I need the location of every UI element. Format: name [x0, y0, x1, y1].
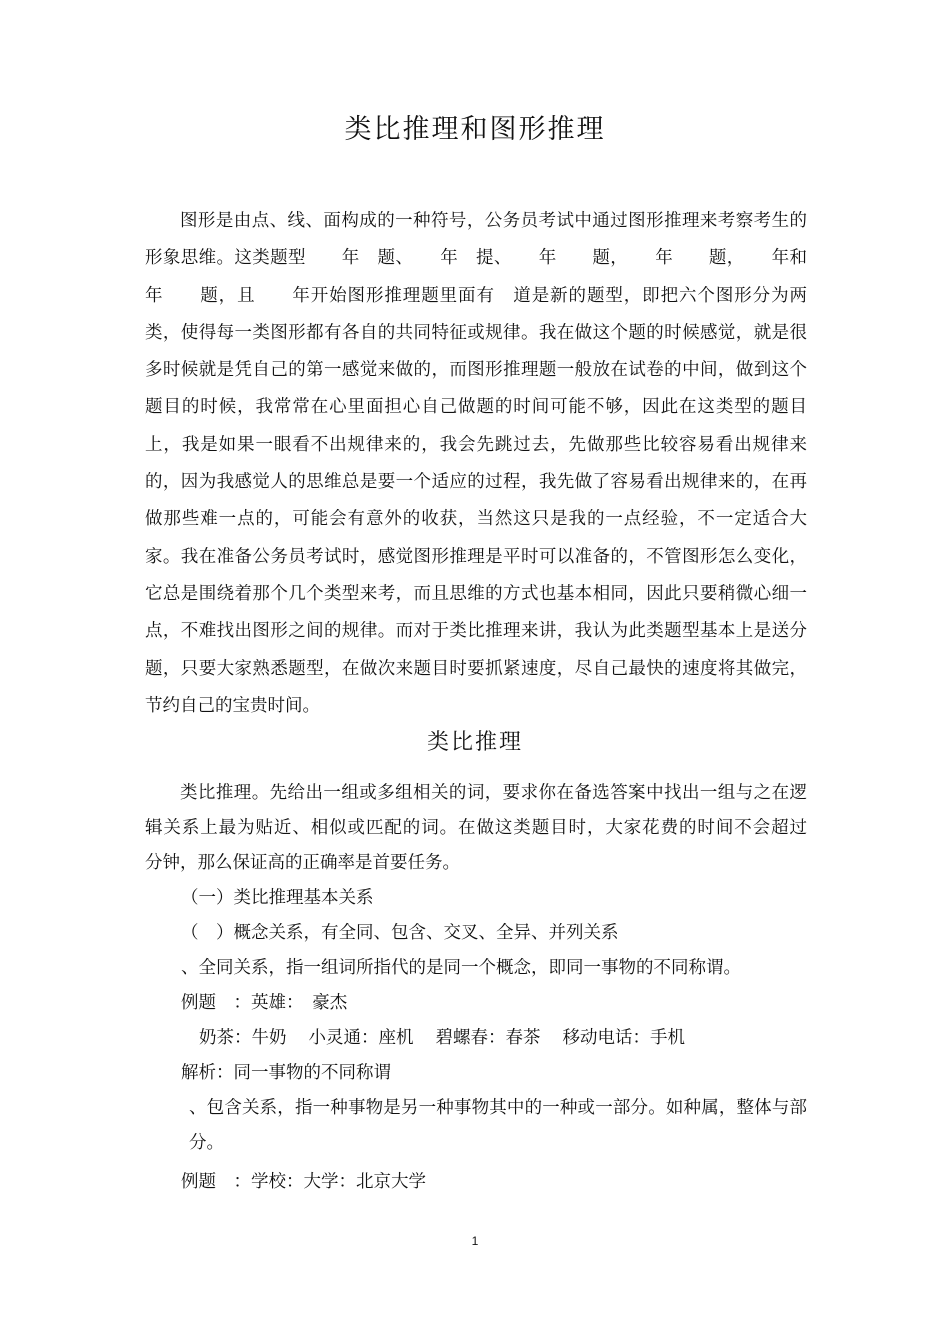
- subheading-concept-relations: （ ）概念关系，有全同、包含、交叉、全异、并列关系: [181, 923, 619, 943]
- section-title: 类比推理: [426, 730, 523, 755]
- document-title: 类比推理和图形推理: [344, 114, 606, 145]
- analysis-1: 解析：同一事物的不同称谓: [181, 1063, 391, 1083]
- intro-section: [145, 203, 842, 725]
- example-2: 例题 ：学校：大学：北京大学: [181, 1172, 426, 1192]
- item-inclusion-relation: 、包含关系，指一种事物是另一种事物其中的一种或一部分。如种属，整体与部分。: [189, 1098, 807, 1153]
- example-option: 小灵通：座机: [308, 1028, 414, 1048]
- example-option: 移动电话：手机: [562, 1028, 685, 1048]
- example-1-options: [145, 1021, 807, 1056]
- example-option: 奶茶：牛奶: [199, 1028, 287, 1048]
- example-option: 碧螺春：春茶: [435, 1028, 541, 1048]
- subheading-basic-relations: （一）类比推理基本关系: [181, 888, 374, 908]
- page-number: 1: [471, 1234, 479, 1248]
- intro-paragraph: 图形是由点、线、面构成的一种符号，公务员考试中通过图形推理来考察考生的形象思维。这类题型 年 题、 年 提、 年 题， 年 题， 年和 年 题，且 年开始图形推理题里面有 道是新的题型，即把六个图形分为两类，使得每一类图形都有各自的共同特征或规律。我在做这个题的时候感觉，就是很多时候就是凭自己的第一感觉来做的，而图形推理题一般放在试卷的中间，做到这个题目的时候，我常常在心里面担心自己做题的时间可能不够，因此在这类型的题目上，我是如果一眼看不出规律来的，我会先跳过去，先做那些比较容易看出规律来的，因为我感觉人的思维总是要一个适应的过程，我先做了容易看出规律来的，在再做那些难一点的，可能会有意外的收获，当然这只是我的一点经验，不一定适合大家。我在准备公务员考试时，感觉图形推理是平时可以准备的，不管图形怎么变化，它总是围绕着那个几个类型来考，而且思维的方式也基本相同，因此只要稍微心细一点，不难找出图形之间的规律。而对于类比推理来讲，我认为此类题型基本上是送分题，只要大家熟悉题型，在做次来题目时要抓紧速度，尽自己最快的速度将其做完，节约自己的宝贵时间。: [145, 211, 842, 716]
- analogy-section: [145, 776, 825, 1200]
- item-identity-relation: 、全同关系，指一组词所指代的是同一个概念，即同一事物的不同称谓。: [181, 958, 741, 978]
- section-paragraph: 类比推理。先给出一组或多组相关的词，要求你在备选答案中找出一组与之在逻辑关系上最为贴近、相似或匹配的词。在做这类题目时，大家花费的时间不会超过 分钟，那么保证高的正确率是首要任务。: [145, 783, 825, 873]
- example-1: 例题 ：英雄： 豪杰: [181, 993, 348, 1013]
